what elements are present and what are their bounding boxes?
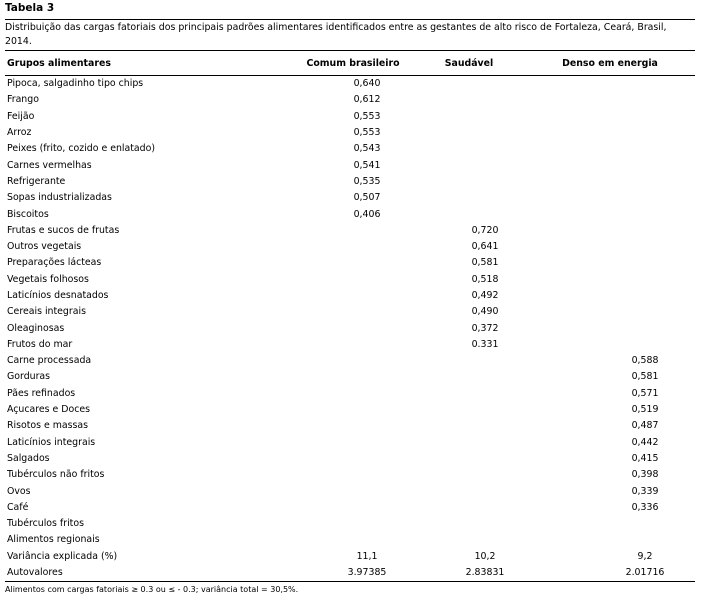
- comum-brasileiro-cell: [293, 500, 413, 516]
- denso-energia-cell: [525, 174, 695, 190]
- table-row: [5, 500, 695, 516]
- comum-brasileiro-cell: [293, 451, 413, 467]
- saudavel-cell: [413, 369, 525, 385]
- saudavel-cell: 0,490: [471, 306, 499, 318]
- denso-energia-cell: [525, 223, 695, 239]
- table-row: [5, 532, 695, 548]
- table-row: [5, 141, 695, 157]
- comum-brasileiro-cell: [293, 239, 413, 255]
- saudavel-cell: [413, 386, 525, 402]
- table-row: [5, 272, 695, 288]
- comum-brasileiro-cell: 0,543: [353, 143, 381, 155]
- denso-energia-cell: 0,487: [631, 420, 659, 432]
- food-group-cell: Refrigerante: [7, 175, 66, 187]
- food-group-cell: Laticínios desnatados: [7, 290, 109, 301]
- saudavel-cell: [413, 174, 525, 190]
- table-row: [5, 304, 695, 320]
- table-row: [5, 190, 695, 206]
- comum-brasileiro-cell: 0,640: [353, 78, 381, 90]
- food-group-cell: Preparações lácteas: [7, 257, 102, 269]
- saudavel-cell: [413, 435, 525, 451]
- comum-brasileiro-cell: 0,553: [353, 127, 381, 139]
- saudavel-cell: 0,641: [471, 241, 499, 253]
- food-group-cell: Salgados: [7, 452, 50, 464]
- table-row: [5, 206, 695, 222]
- table-row: [5, 402, 695, 418]
- food-group-cell: Pipoca, salgadinho tipo chips: [7, 78, 144, 90]
- food-group-cell: Frutas e sucos de frutas: [7, 224, 120, 236]
- comum-brasileiro-cell: 3.97385: [293, 565, 413, 582]
- denso-energia-cell: [525, 190, 695, 206]
- table-row: [5, 255, 695, 271]
- comum-brasileiro-cell: [293, 255, 413, 271]
- denso-energia-cell: [525, 320, 695, 336]
- food-group-cell: Oleaginosas: [7, 322, 65, 334]
- column-header-food-groups: Grupos alimentares: [5, 51, 293, 76]
- saudavel-cell: [413, 206, 525, 222]
- food-group-cell: Carnes vermelhas: [7, 159, 92, 171]
- denso-energia-cell: [525, 337, 695, 353]
- saudavel-cell: 0,518: [471, 273, 499, 285]
- denso-energia-cell: [525, 272, 695, 288]
- table-row: [5, 320, 695, 336]
- comum-brasileiro-cell: 0,541: [353, 159, 381, 171]
- table-row: [5, 174, 695, 190]
- table-row: [5, 549, 695, 565]
- comum-brasileiro-cell: [293, 304, 413, 320]
- food-group-cell: Alimentos regionais: [7, 534, 100, 546]
- table-row: [5, 369, 695, 385]
- column-header-denso-energia: Denso em energia: [525, 51, 695, 76]
- denso-energia-cell: [525, 532, 695, 548]
- denso-energia-cell: [525, 206, 695, 222]
- comum-brasileiro-cell: [293, 402, 413, 418]
- saudavel-cell: [413, 190, 525, 206]
- comum-brasileiro-cell: [293, 467, 413, 483]
- saudavel-cell: [413, 451, 525, 467]
- food-group-cell: Pães refinados: [7, 387, 76, 399]
- table-footnote: Alimentos com cargas fatoriais ≥ 0.3 ou ≤ - 0.3; variância total = 30,5%.: [5, 585, 299, 594]
- denso-energia-cell: 0,571: [631, 387, 659, 399]
- denso-energia-cell: [525, 109, 695, 125]
- table-title: Tabela 3: [5, 2, 55, 14]
- comum-brasileiro-cell: [293, 337, 413, 353]
- food-group-cell: Tubérculos fritos: [7, 518, 84, 530]
- food-group-cell: Arroz: [7, 127, 32, 139]
- table-header-row: [5, 51, 695, 76]
- table-row: [5, 418, 695, 434]
- food-group-cell: Açucares e Doces: [7, 404, 91, 416]
- denso-energia-cell: 0,588: [631, 355, 659, 367]
- food-group-cell: Ovos: [7, 485, 31, 497]
- food-group-cell: Carne processada: [7, 355, 92, 367]
- denso-energia-cell: 9,2: [637, 550, 653, 562]
- comum-brasileiro-cell: [293, 386, 413, 402]
- table-row: [5, 353, 695, 369]
- food-group-cell: Cereais integrais: [7, 306, 86, 318]
- comum-brasileiro-cell: [293, 516, 413, 532]
- column-header-comum-brasileiro: Comum brasileiro: [293, 51, 413, 76]
- food-group-cell: Tubérculos não fritos: [7, 469, 105, 481]
- saudavel-cell: [413, 500, 525, 516]
- comum-brasileiro-cell: [293, 418, 413, 434]
- denso-energia-cell: 0,581: [631, 371, 659, 383]
- comum-brasileiro-cell: 0,612: [353, 94, 381, 106]
- table-row: [5, 76, 695, 93]
- food-group-cell: Peixes (frito, cozido e enlatado): [7, 143, 156, 155]
- denso-energia-cell: 0,339: [631, 485, 659, 497]
- food-group-cell: Frutos do mar: [7, 338, 73, 350]
- comum-brasileiro-cell: 11,1: [356, 550, 378, 562]
- denso-energia-cell: [525, 516, 695, 532]
- table-row: [5, 157, 695, 173]
- saudavel-cell: 10,2: [474, 550, 496, 562]
- comum-brasileiro-cell: 0,507: [353, 192, 381, 204]
- food-group-cell: Laticínios integrais: [7, 436, 96, 448]
- saudavel-cell: [413, 516, 525, 532]
- saudavel-cell: 0,720: [471, 224, 499, 236]
- denso-energia-cell: 0,442: [631, 436, 659, 448]
- saudavel-cell: 0.331: [471, 338, 499, 350]
- table-row: [5, 223, 695, 239]
- saudavel-cell: [413, 402, 525, 418]
- saudavel-cell: [413, 76, 525, 93]
- comum-brasileiro-cell: [293, 223, 413, 239]
- saudavel-cell: [413, 125, 525, 141]
- comum-brasileiro-cell: [293, 369, 413, 385]
- saudavel-cell: [413, 418, 525, 434]
- denso-energia-cell: [525, 92, 695, 108]
- food-group-cell: Outros vegetais: [7, 241, 82, 253]
- saudavel-cell: [413, 483, 525, 499]
- food-group-cell: Autovalores: [5, 565, 293, 582]
- comum-brasileiro-cell: [293, 483, 413, 499]
- denso-energia-cell: [525, 125, 695, 141]
- food-group-cell: Frango: [7, 94, 39, 106]
- denso-energia-cell: 0,519: [631, 404, 659, 416]
- table-caption: Distribuição das cargas fatoriais dos principais padrões alimentares identificados entre as gestantes de alto risco de Fortaleza, Ceará, Brasil, 2014.: [5, 19, 695, 49]
- food-group-cell: Gorduras: [7, 371, 51, 383]
- comum-brasileiro-cell: [293, 272, 413, 288]
- food-group-cell: Variância explicada (%): [7, 550, 118, 562]
- table-row: [5, 451, 695, 467]
- factor-loadings-table: [5, 51, 695, 582]
- food-group-cell: Vegetais folhosos: [7, 273, 89, 285]
- denso-energia-cell: 0,398: [631, 469, 659, 481]
- comum-brasileiro-cell: [293, 353, 413, 369]
- denso-energia-cell: [525, 141, 695, 157]
- food-group-cell: Sopas industrializadas: [7, 192, 112, 204]
- saudavel-cell: [413, 92, 525, 108]
- table-row: [5, 125, 695, 141]
- saudavel-cell: 0,581: [471, 257, 499, 269]
- table-row: [5, 565, 695, 582]
- denso-energia-cell: 0,336: [631, 501, 659, 513]
- table-body: [5, 76, 695, 582]
- denso-energia-cell: 0,415: [631, 452, 659, 464]
- table-row: [5, 92, 695, 108]
- food-group-cell: Café: [7, 501, 29, 513]
- saudavel-cell: [413, 157, 525, 173]
- table-row: [5, 337, 695, 353]
- table-row: [5, 288, 695, 304]
- table-row: [5, 386, 695, 402]
- denso-energia-cell: 2.01716: [525, 565, 695, 582]
- saudavel-cell: [413, 353, 525, 369]
- denso-energia-cell: [525, 288, 695, 304]
- comum-brasileiro-cell: 0,406: [353, 208, 381, 220]
- denso-energia-cell: [525, 304, 695, 320]
- table-row: [5, 239, 695, 255]
- saudavel-cell: [413, 467, 525, 483]
- saudavel-cell: [413, 109, 525, 125]
- denso-energia-cell: [525, 157, 695, 173]
- food-group-cell: Feijão: [7, 110, 35, 122]
- comum-brasileiro-cell: [293, 288, 413, 304]
- comum-brasileiro-cell: [293, 320, 413, 336]
- denso-energia-cell: [525, 255, 695, 271]
- column-header-saudavel: Saudável: [413, 51, 525, 76]
- denso-energia-cell: [525, 76, 695, 93]
- table-row: [5, 435, 695, 451]
- table-row: [5, 483, 695, 499]
- saudavel-cell: [413, 141, 525, 157]
- table-row: [5, 516, 695, 532]
- comum-brasileiro-cell: 0,535: [353, 175, 381, 187]
- food-group-cell: Risotos e massas: [7, 420, 89, 432]
- saudavel-cell: 0,372: [471, 322, 499, 334]
- saudavel-cell: 0,492: [471, 290, 499, 301]
- saudavel-cell: [413, 532, 525, 548]
- saudavel-cell: 2.83831: [413, 565, 525, 582]
- comum-brasileiro-cell: [293, 532, 413, 548]
- comum-brasileiro-cell: 0,553: [353, 110, 381, 122]
- table-row: [5, 109, 695, 125]
- food-group-cell: Biscoitos: [7, 208, 49, 220]
- denso-energia-cell: [525, 239, 695, 255]
- table-row: [5, 467, 695, 483]
- comum-brasileiro-cell: [293, 435, 413, 451]
